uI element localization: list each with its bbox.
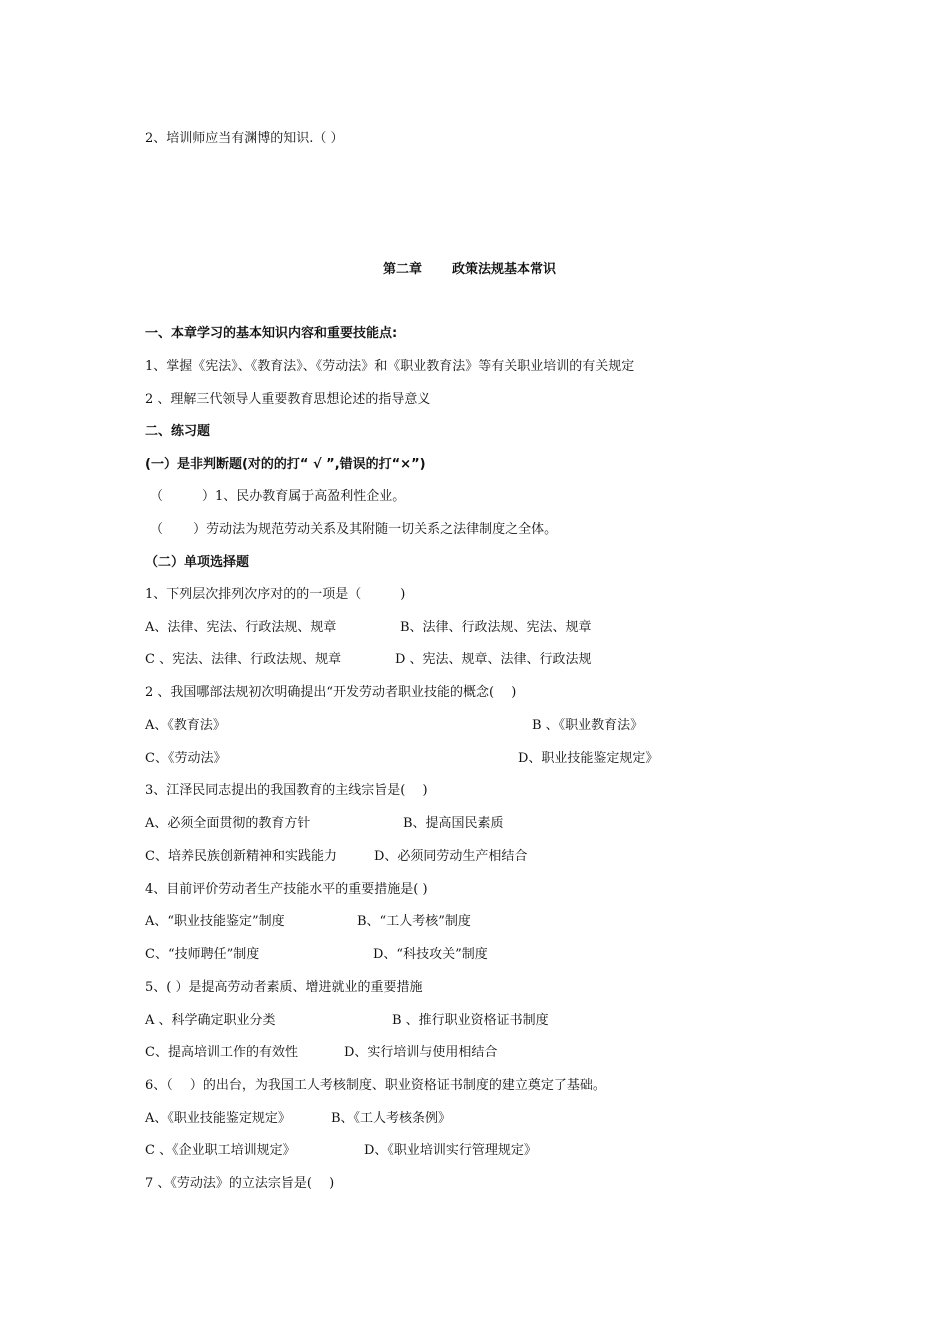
option-b: B、提高国民素质: [403, 816, 504, 831]
option-d: D、必须同劳动生产相结合: [374, 849, 528, 864]
option-b: B、“工人考核”制度: [357, 914, 471, 929]
section1-heading: 一、本章学习的基本知识内容和重要技能点:: [145, 326, 398, 341]
question-text: 5、( ）是提高劳动者素质、增进就业的重要措施: [145, 980, 423, 995]
option-c: C、提高培训工作的有效性: [145, 1045, 298, 1060]
option-a: A、《教育法》: [145, 718, 226, 733]
option-a: A、《职业技能鉴定规定》: [145, 1111, 291, 1126]
judgment-item: （ ）1、民办教育属于高盈利性企业。: [150, 489, 406, 504]
option-c: C 、《企业职工培训规定》: [145, 1143, 296, 1158]
option-a: A、“职业技能鉴定”制度: [145, 914, 285, 929]
chapter-number: 第二章: [383, 262, 423, 277]
option-c: C、《劳动法》: [145, 751, 227, 766]
option-b: B、《工人考核条例》: [331, 1111, 452, 1126]
judgment-heading: (一）是非判断题(对的的打“ √ ”,错误的打“×”): [145, 457, 426, 472]
section2-heading: 二、练习题: [145, 424, 211, 439]
option-d: D 、宪法、规章、法律、行政法规: [395, 652, 592, 667]
option-b: B 、推行职业资格证书制度: [392, 1013, 549, 1028]
chapter-name: 政策法规基本常识: [452, 262, 557, 277]
option-d: D、《职业培训实行管理规定》: [364, 1143, 537, 1158]
section1-item: 2 、理解三代领导人重要教育思想论述的指导意义: [145, 392, 431, 407]
section1-item: 1、掌握《宪法》、《教育法》、《劳动法》和《职业教育法》等有关职业培训的有关规定: [145, 359, 635, 374]
single-choice-heading: （二）单项选择题: [145, 555, 250, 570]
option-c: C、“技师聘任”制度: [145, 947, 260, 962]
intro-question: 2、培训师应当有渊博的知识.（ ）: [145, 131, 344, 146]
option-a: A 、科学确定职业分类: [145, 1013, 276, 1028]
option-d: D、职业技能鉴定规定》: [518, 751, 659, 766]
question-text: 7 、《劳动法》的立法宗旨是( ): [145, 1176, 335, 1191]
chapter-title: [383, 262, 556, 278]
option-c: C、培养民族创新精神和实践能力: [145, 849, 337, 864]
question-text: 6、（ ）的出台，为我国工人考核制度、职业资格证书制度的建立奠定了基础。: [145, 1078, 606, 1093]
option-b: B、法律、行政法规、宪法、规章: [400, 620, 592, 635]
question-text: 3、江泽民同志提出的我国教育的主线宗旨是( ): [145, 783, 428, 798]
question-text: 2 、我国哪部法规初次明确提出“开发劳动者职业技能的概念( ): [145, 685, 517, 700]
option-d: D、“科技攻关”制度: [373, 947, 488, 962]
option-b: B 、《职业教育法》: [532, 718, 644, 733]
option-d: D、实行培训与使用相结合: [344, 1045, 498, 1060]
judgment-item: （ ）劳动法为规范劳动关系及其附随一切关系之法律制度之全体。: [150, 522, 558, 537]
question-text: 1、下列层次排列次序对的的一项是（ ): [145, 587, 406, 602]
option-a: A、法律、宪法、行政法规、规章: [145, 620, 337, 635]
question-text: 4、目前评价劳动者生产技能水平的重要措施是( ): [145, 882, 428, 897]
option-c: C 、宪法、法律、行政法规、规章: [145, 652, 342, 667]
option-a: A、必须全面贯彻的教育方针: [145, 816, 311, 831]
